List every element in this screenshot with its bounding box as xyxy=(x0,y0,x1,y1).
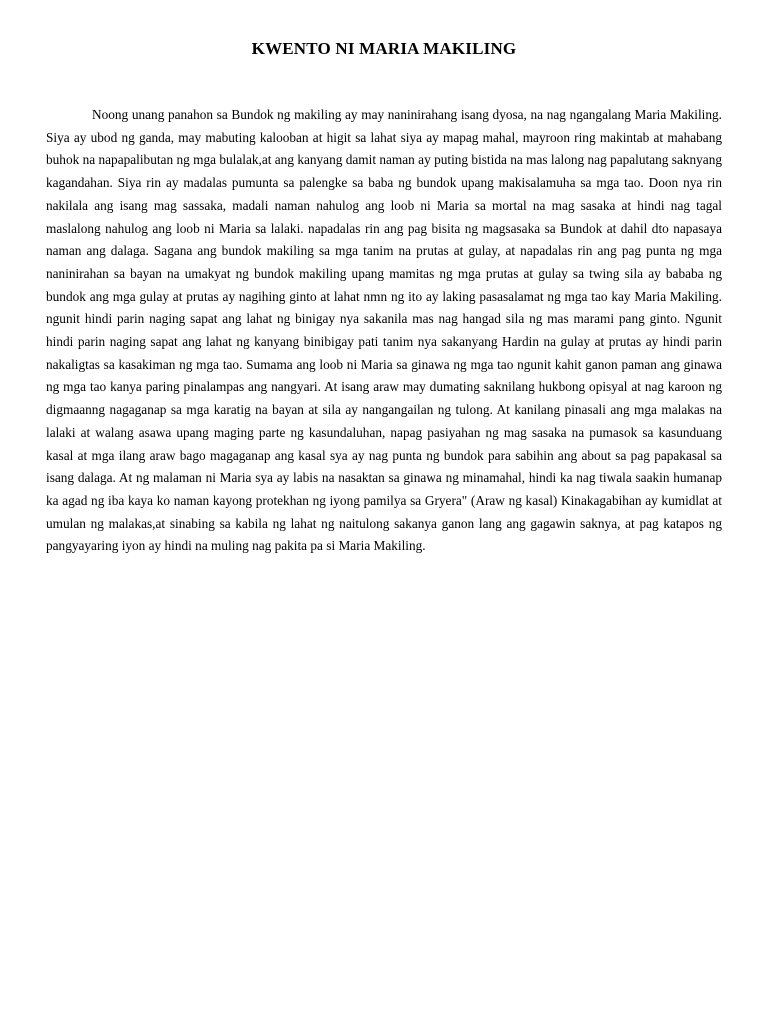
story-paragraph: Noong unang panahon sa Bundok ng makiling ay may naninirahang isang dyosa, na nag ngangalang Maria Makiling. Siya ay ubod ng ganda, may mabuting kalooban at higit sa lahat siya ay mapag mahal, mayroon ring makintab at mahabang buhok na napapalibutan ng mga bulalak,at ang kanyang damit naman ay puting bistida na mas lalong nag papalutang saknyang kagandahan. Siya rin ay madalas pumunta sa palengke sa baba ng bundok upang makisalamuha sa mga tao. Doon nya rin nakilala ang isang mag sassaka, madali naman nahulog ang loob ni Maria sa mortal na mag sasaka at hindi nag tagal maslalong nahulog ang loob ni Maria sa lalaki. napadalas rin ang pag bisita ng magsasaka sa Bundok at dahil dto napasaya naman ang dalaga. Sagana ang bundok makiling sa mga tanim na prutas at gulay, at napadalas rin ang pag punta ng mga naninirahan sa bayan na umakyat ng bundok makiling upang mamitas ng mga prutas at gulay sa twing sila ay bababa ng bundok ang mga gulay at prutas ay nagihing ginto at lahat nmn ng ito ay laking pasasalamat ng mga tao kay Maria Makiling. ngunit hindi parin naging sapat ang lahat ng binigay nya sakanila mas nag hangad sila ng mas marami pang ginto. Ngunit hindi parin naging sapat ang lahat ng kanyang binibigay pati tanim nya sakanyang Hardin na gulay at prutas ay hindi parin nakaligtas sa kasakiman ng mga tao. Sumama ang loob ni Maria sa ginawa ng mga tao ngunit kahit ganon paman ang ginawa ng mga tao kanya paring pinalampas ang nangyari. At isang araw may dumating saknilang hukbong opisyal at nag karoon ng digmaanng nagaganap sa mga karatig na bayan at sila ay nangangailan ng tulong. At kanilang pinasali ang mga malakas na lalaki at walang asawa upang maging parte ng kasundaluhan, napag pasiyahan ng mag sasaka na pumasok sa kasunduang kasal at mga ilang araw bago magaganap ang kasal sya ay nag punta ng bundok para sabihin ang about sa pag papakasal sa isang dalaga. At ng malaman ni Maria sya ay labis na nasaktan sa ginawa ng minamahal, hindi ka nag tiwala saakin humanap ka agad ng iba kaya ko naman kayong protekhan ng iyong pamilya sa Gryera" (Araw ng kasal) Kinakagabihan ay kumidlat at umulan ng malakas,at sinabing sa kabila ng lahat ng naitulong sakanya ganon lang ang gagawin saknya, at pag katapos ng pangyayaring iyon ay hindi na muling nag pakita pa si Maria Makiling. xyxy=(46,107,722,554)
document-title: KWENTO NI MARIA MAKILING xyxy=(251,39,517,58)
